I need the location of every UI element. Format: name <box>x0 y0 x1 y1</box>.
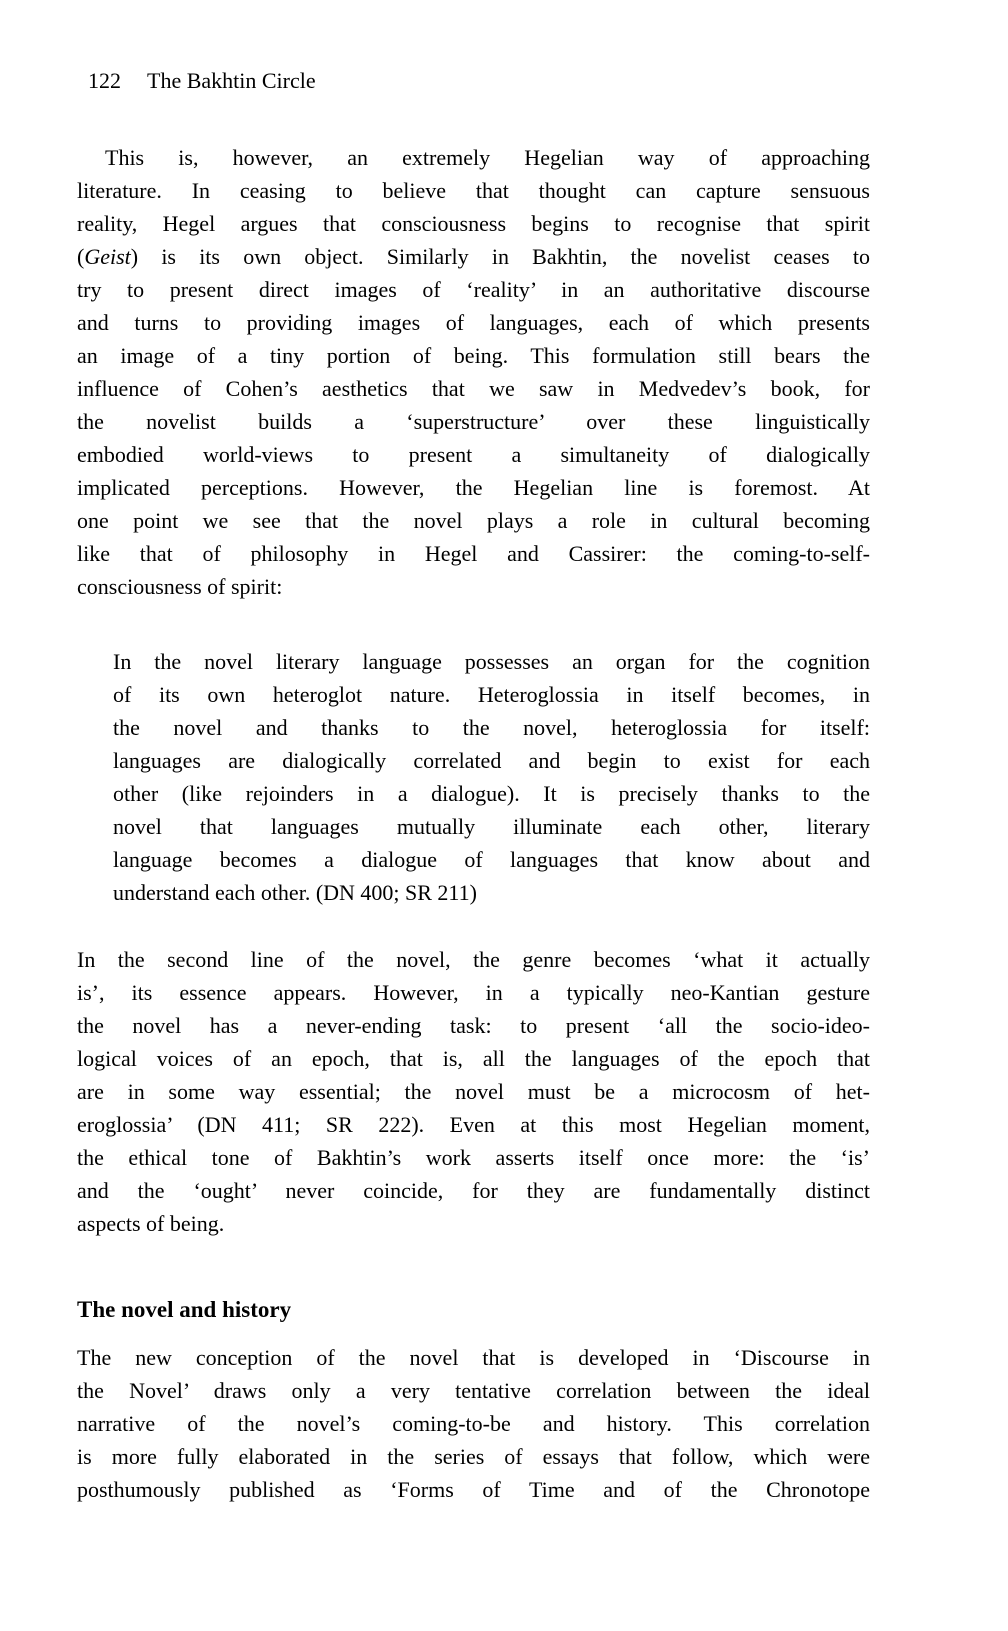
text-line: This is, however, an extremely Hegelian way of approaching <box>105 145 870 170</box>
text-line: novel that languages mutually illuminate each other, literary <box>113 814 870 839</box>
text-line: other (like rejoinders in a dialogue). It is precisely thanks to the <box>113 781 870 806</box>
text-line: and turns to providing images of languages, each of which presents <box>77 310 870 335</box>
text-line: one point we see that the novel plays a role in cultural becoming <box>77 508 870 533</box>
text-line: posthumously published as ‘Forms of Time and of the Chronotope <box>77 1477 870 1502</box>
page-header <box>88 64 870 97</box>
text-line: aspects of being. <box>77 1211 225 1236</box>
text-line: like that of philosophy in Hegel and Cassirer: the coming-to-self- <box>77 541 870 566</box>
section-heading: The novel and history <box>77 1297 292 1322</box>
text-line: is’, its essence appears. However, in a typically neo-Kantian gesture <box>77 980 870 1005</box>
text-line: (Geist) is its own object. Similarly in Bakhtin, the novelist ceases to <box>77 244 870 269</box>
text-line: reality, Hegel argues that consciousness begins to recognise that spirit <box>77 211 870 236</box>
text-line: languages are dialogically correlated and begin to exist for each <box>113 748 870 773</box>
text-line: the novel and thanks to the novel, heteroglossia for itself: <box>113 715 870 740</box>
running-title: The Bakhtin Circle <box>147 68 316 93</box>
text-line: an image of a tiny portion of being. This formulation still bears the <box>77 343 870 368</box>
text-line: In the second line of the novel, the genre becomes ‘what it actually <box>77 947 870 972</box>
text-line: understand each other. (DN 400; SR 211) <box>113 880 477 905</box>
text-line: the novel has a never-ending task: to present ‘all the socio-ideo- <box>77 1013 870 1038</box>
paragraph-hegelian-way <box>77 141 870 603</box>
text-line: consciousness of spirit: <box>77 574 283 599</box>
text-line: The new conception of the novel that is developed in ‘Discourse in <box>77 1345 870 1370</box>
paragraph-new-conception <box>77 1341 870 1506</box>
text-line: implicated perceptions. However, the Hegelian line is foremost. At <box>77 475 870 500</box>
text-line: literature. In ceasing to believe that thought can capture sensuous <box>77 178 870 203</box>
text-line: the ethical tone of Bakhtin’s work asserts itself once more: the ‘is’ <box>77 1145 870 1170</box>
block-quote-heteroglossia <box>113 645 870 909</box>
text-line: of its own heteroglot nature. Heteroglossia in itself becomes, in <box>113 682 870 707</box>
paragraph-second-line <box>77 943 870 1240</box>
text-line: In the novel literary language possesses an organ for the cognition <box>113 649 870 674</box>
text-line: embodied world-views to present a simultaneity of dialogically <box>77 442 870 467</box>
text-line: influence of Cohen’s aesthetics that we saw in Medvedev’s book, for <box>77 376 870 401</box>
text-line: and the ‘ought’ never coincide, for they are fundamentally distinct <box>77 1178 870 1203</box>
text-line: eroglossia’ (DN 411; SR 222). Even at this most Hegelian moment, <box>77 1112 870 1137</box>
text-line: are in some way essential; the novel must be a microcosm of het- <box>77 1079 870 1104</box>
text-line: the Novel’ draws only a very tentative correlation between the ideal <box>77 1378 870 1403</box>
text-line: the novelist builds a ‘superstructure’ over these linguistically <box>77 409 870 434</box>
text-line: narrative of the novel’s coming-to-be and history. This correlation <box>77 1411 870 1436</box>
text-line: is more fully elaborated in the series of essays that follow, which were <box>77 1444 870 1469</box>
text-line: try to present direct images of ‘reality’ in an authoritative discourse <box>77 277 870 302</box>
page-number: 122 <box>88 68 121 93</box>
text-line: language becomes a dialogue of languages that know about and <box>113 847 870 872</box>
text-line: logical voices of an epoch, that is, all the languages of the epoch that <box>77 1046 870 1071</box>
